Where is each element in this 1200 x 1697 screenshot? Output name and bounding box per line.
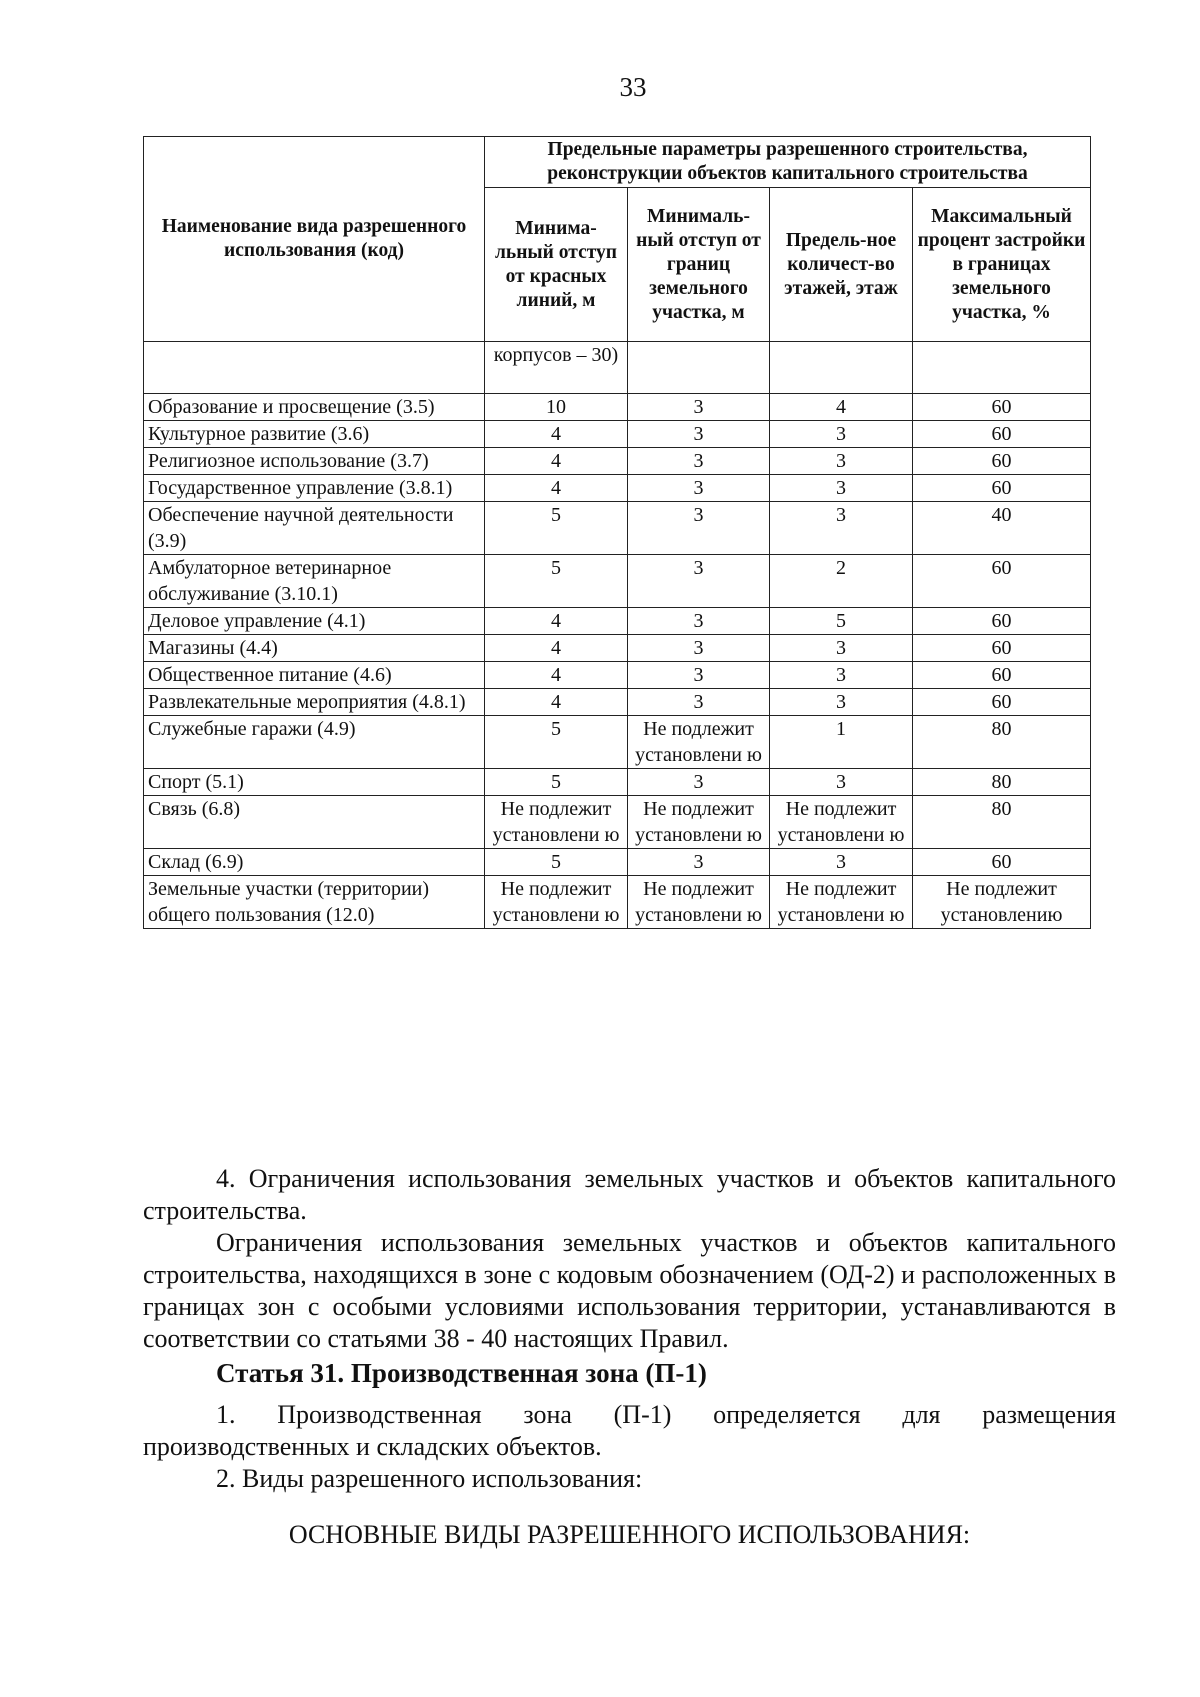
table-row — [144, 394, 1091, 421]
row-value-cell: 5 — [485, 716, 628, 769]
row-value-cell: Не подлежит установлени ю — [628, 796, 770, 849]
table-row — [144, 635, 1091, 662]
row-value-cell: 60 — [913, 421, 1091, 448]
row-value-cell: 60 — [913, 448, 1091, 475]
row-value-cell: 80 — [913, 716, 1091, 769]
row-value-cell: 3 — [770, 689, 913, 716]
row-name-cell: Образование и просвещение (3.5) — [144, 394, 485, 421]
row-name-cell: Развлекательные мероприятия (4.8.1) — [144, 689, 485, 716]
row-value-cell: 4 — [485, 421, 628, 448]
row-value-cell: 3 — [770, 421, 913, 448]
table-row — [144, 662, 1091, 689]
row-value-cell: 60 — [913, 635, 1091, 662]
row-value-cell: 4 — [485, 635, 628, 662]
row-value-cell: 1 — [770, 716, 913, 769]
page-number: 33 — [619, 72, 647, 102]
row-value-cell: 3 — [770, 769, 913, 796]
table-row — [144, 716, 1091, 769]
row-value-cell: 3 — [770, 475, 913, 502]
row-name-cell: Общественное питание (4.6) — [144, 662, 485, 689]
table-row — [144, 769, 1091, 796]
row-value-cell: 60 — [913, 394, 1091, 421]
carryover-cell: корпусов – 30) — [485, 342, 628, 394]
section-heading: ОСНОВНЫЕ ВИДЫ РАЗРЕШЕННОГО ИСПОЛЬЗОВАНИЯ: — [288, 1520, 971, 1549]
row-value-cell: 60 — [913, 475, 1091, 502]
row-value-cell: 60 — [913, 849, 1091, 876]
header-red-line-setback: Минима-льный отступ от красных линий, м — [485, 188, 628, 342]
row-name-cell: Амбулаторное ветеринарное обслуживание (3.10.1) — [144, 555, 485, 608]
row-value-cell: 4 — [485, 475, 628, 502]
row-value-cell: Не подлежит установлени ю — [485, 876, 628, 929]
row-value-cell: 3 — [628, 662, 770, 689]
row-name-cell: Спорт (5.1) — [144, 769, 485, 796]
row-value-cell: 10 — [485, 394, 628, 421]
row-value-cell: 3 — [628, 608, 770, 635]
row-value-cell: 80 — [913, 769, 1091, 796]
row-value-cell: 60 — [913, 689, 1091, 716]
row-name-cell: Служебные гаражи (4.9) — [144, 716, 485, 769]
table-row — [144, 342, 1091, 394]
row-value-cell: 3 — [628, 635, 770, 662]
row-value-cell: 3 — [770, 448, 913, 475]
paragraph-4: 4. Ограничения использования земельных участков и объектов капитального строительства. — [143, 1164, 1116, 1225]
table-row — [144, 849, 1091, 876]
table-row — [144, 555, 1091, 608]
table-row — [144, 502, 1091, 555]
row-value-cell: 2 — [770, 555, 913, 608]
row-value-cell: 3 — [628, 502, 770, 555]
table-row — [144, 876, 1091, 929]
row-name-cell: Религиозное использование (3.7) — [144, 448, 485, 475]
row-value-cell: 3 — [628, 448, 770, 475]
row-value-cell: Не подлежит установлению — [913, 876, 1091, 929]
header-boundary-setback: Минималь-ный отступ от границ земельного участка, м — [628, 188, 770, 342]
table-row — [144, 796, 1091, 849]
row-value-cell: 5 — [485, 555, 628, 608]
row-value-cell: 3 — [770, 849, 913, 876]
parameters-table — [143, 136, 1091, 929]
row-value-cell: 4 — [485, 662, 628, 689]
row-value-cell: Не подлежит установлени ю — [628, 876, 770, 929]
table-row — [144, 475, 1091, 502]
row-name-cell: Земельные участки (территории) общего пользования (12.0) — [144, 876, 485, 929]
row-value-cell: 3 — [628, 849, 770, 876]
row-value-cell: 3 — [628, 475, 770, 502]
row-value-cell: 3 — [628, 689, 770, 716]
row-name-cell: Магазины (4.4) — [144, 635, 485, 662]
article-title: Статья 31. Производственная зона (П-1) — [216, 1358, 707, 1388]
row-value-cell: 3 — [628, 555, 770, 608]
row-value-cell: 5 — [485, 502, 628, 555]
row-value-cell: 4 — [485, 689, 628, 716]
row-value-cell: 5 — [770, 608, 913, 635]
row-value-cell: 5 — [485, 769, 628, 796]
row-value-cell: 60 — [913, 608, 1091, 635]
row-value-cell: 3 — [770, 502, 913, 555]
table-row — [144, 448, 1091, 475]
row-name-cell: Обеспечение научной деятельности (3.9) — [144, 502, 485, 555]
row-value-cell: 4 — [485, 608, 628, 635]
table-row — [144, 608, 1091, 635]
table-body — [144, 342, 1091, 929]
row-value-cell: Не подлежит установлени ю — [770, 876, 913, 929]
row-value-cell: 3 — [628, 769, 770, 796]
row-value-cell: Не подлежит установлени ю — [485, 796, 628, 849]
row-value-cell: 3 — [770, 662, 913, 689]
header-max-coverage: Максимальный процент застройки в границах земельного участка, % — [913, 188, 1091, 342]
row-value-cell: 4 — [485, 448, 628, 475]
row-value-cell: 80 — [913, 796, 1091, 849]
table-row — [144, 689, 1091, 716]
paragraph-2: 2. Виды разрешенного использования: — [216, 1464, 643, 1493]
row-value-cell: 3 — [770, 635, 913, 662]
row-name-cell: Культурное развитие (3.6) — [144, 421, 485, 448]
table-row — [144, 421, 1091, 448]
row-value-cell: 3 — [628, 394, 770, 421]
header-max-floors: Предель-ное количест-во этажей, этаж — [770, 188, 913, 342]
row-value-cell: 5 — [485, 849, 628, 876]
row-value-cell: 60 — [913, 555, 1091, 608]
header-group: Предельные параметры разрешенного строительства, реконструкции объектов капитального строительства — [485, 137, 1091, 188]
row-value-cell: 60 — [913, 662, 1091, 689]
paragraph-restrictions: Ограничения использования земельных участков и объектов капитального строительства, находящихся в зоне с кодовым обозначением (ОД-2) и расположенных в границах зон с особыми условиями использования территории, устанавливаются в соответствии со статьями 38 - 40 настоящих Правил. — [143, 1228, 1116, 1353]
row-name-cell: Связь (6.8) — [144, 796, 485, 849]
body-text — [143, 1163, 1116, 1577]
row-value-cell: Не подлежит установлени ю — [770, 796, 913, 849]
header-name: Наименование вида разрешенного использования (код) — [144, 137, 485, 342]
paragraph-1: 1. Производственная зона (П-1) определяется для размещения производственных и складских объектов. — [143, 1400, 1116, 1461]
row-name-cell: Деловое управление (4.1) — [144, 608, 485, 635]
row-value-cell: 3 — [628, 421, 770, 448]
row-name-cell: Склад (6.9) — [144, 849, 485, 876]
row-value-cell: Не подлежит установлени ю — [628, 716, 770, 769]
row-name-cell: Государственное управление (3.8.1) — [144, 475, 485, 502]
row-value-cell: 40 — [913, 502, 1091, 555]
row-value-cell: 4 — [770, 394, 913, 421]
